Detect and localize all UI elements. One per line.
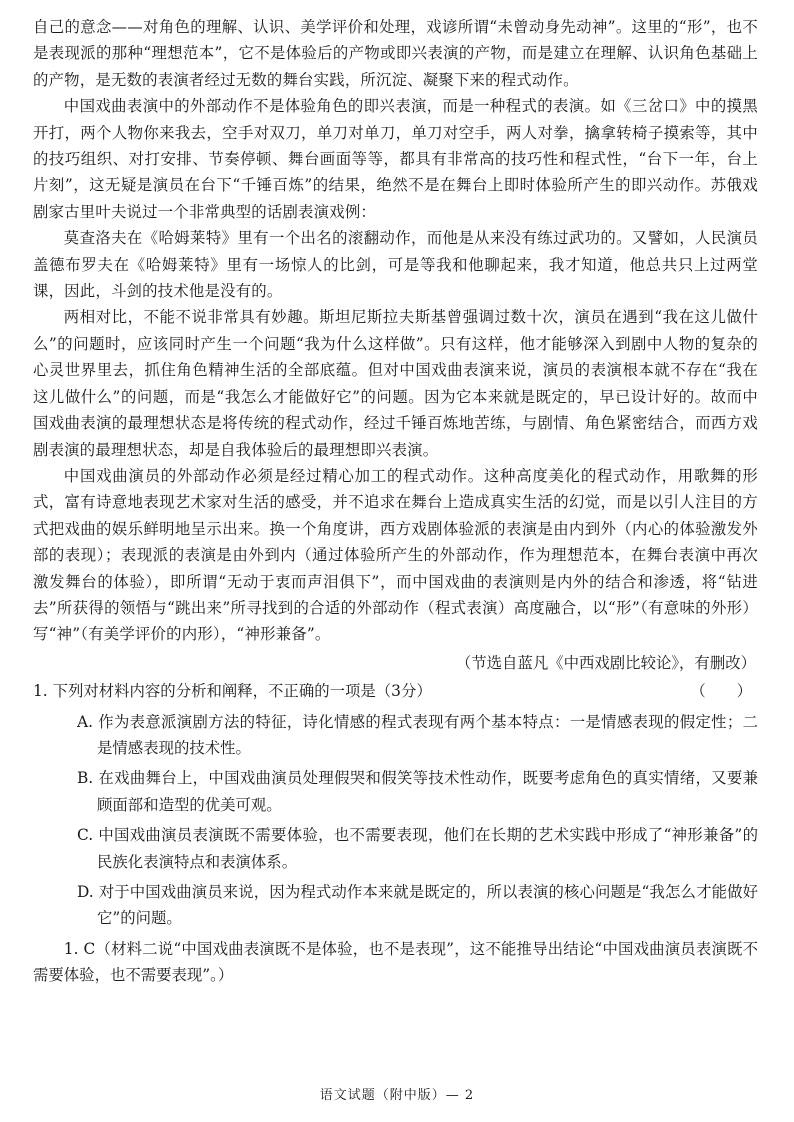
option-d: D. 对于中国戏曲演员来说，因为程式动作本来就是既定的，所以表演的核心问题是“我怎么才能做好它”的问题。 (77, 883, 758, 928)
paragraph-3: 两相对比，不能不说非常具有妙趣。斯坦尼斯拉夫斯基曾强调过数十次，演员在遇到“我在这儿做什么”的问题时，应该同时产生一个问题“我为什么这样做”。只有这样，他才能够深入到剧中人物的复杂的心灵世界里去，抓住角色精神生活的全部底蕴。但对中国戏曲表演来说，演员的表演根本就不存在“我在这儿做什么”的问题，而是“我怎么才能做好它”的问题。因为它本来就是既定的，早已设计好的。故而中国戏曲表演的最理想状态是将传统的程式动作，经过千锤百炼地苦练，与剧情、角色紧密结合，而西方戏剧表演的最理想状态，却是自我体验后的最理想即兴表演。 (33, 308, 758, 459)
paragraph-1: 自己的意念——对角色的理解、认识、美学评价和处理，戏谚所谓“未曾动身先动神”。这里的“形”，也不是表现派的那种“理想范本”，它不是体验后的产物或即兴表演的产物，而是建立在理解、认识角色基础上的产物，是无数的表演者经过无数的舞台实践，所沉淀、凝聚下来的程式动作。 (33, 18, 758, 89)
option-b: B. 在戏曲舞台上，中国戏曲演员处理假哭和假笑等技术性动作，既要考虑角色的真实情绪，又要兼顾面部和造型的优美可观。 (77, 769, 758, 814)
quote-paragraph: 莫查洛夫在《哈姆莱特》里有一个出名的滚翻动作，而他是从来没有练过武功的。又譬如，人民演员盖德布罗夫在《哈姆莱特》里有一场惊人的比剑，可是等我和他聊起来，我才知道，他总共只上过两堂课，因此，斗剑的技术他是没有的。 (33, 229, 758, 301)
question-text: 1. 下列对材料内容的分析和阐释，不正确的一项是（3分） (33, 682, 432, 701)
page-footer: 语文试题（附中版）— 2 (319, 1088, 475, 1103)
paragraph-4: 中国戏曲演员的外部动作必须是经过精心加工的程式动作。这种高度美化的程式动作，用歌舞的形式，富有诗意地表现艺术家对生活的感受，并不追求在舞台上造成真实生活的幻觉，而是以引人注目的方式把戏曲的娱乐鲜明地呈示出来。换一个角度讲，西方戏剧体验派的表演是由内到外（内心的体验激发外部的表现）；表现派的表演是由外到内（通过体验所产生的外部动作，作为理想范本，在舞台表演中再次激发舞台的体验），即所谓“无动于衷而声泪俱下”，而中国戏曲的表演则是内外的结合和渗透，将“钻进去”所获得的领悟与“跳出来”所寻找到的合适的外部动作（程式表演）高度融合，以“形”（有意味的外形）写“神”（有美学评价的内形），“神形兼备”。 (33, 466, 758, 644)
paragraph-2: 中国戏曲表演中的外部动作不是体验角色的即兴表演，而是一种程式的表演。如《三岔口》中的摸黑开打，两个人物你来我去，空手对双刀，单刀对单刀，单刀对空手，两人对拳，擒拿转椅子摸索等，其中的技巧组织、对打安排、节奏停顿、舞台画面等等，都具有非常高的技巧性和程式性，“台下一年，台上片刻”，这无疑是演员在台下“千锤百炼”的结果，绝然不是在舞台上即时体验所产生的即兴动作。苏俄戏剧家古里叶夫说过一个非常典型的话剧表演戏例： (33, 97, 758, 221)
answer-bracket: （ ） (690, 682, 752, 701)
answer-explanation: 1. C（材料二说“中国戏曲表演既不是体验，也不是表现”，这不能推导出结论“中国戏曲演员表演既不需要体验，也不需要表现”。） (33, 939, 758, 985)
option-c: C. 中国戏曲演员表演既不需要体验，也不需要表现，他们在长期的艺术实践中形成了“神形兼备”的民族化表演特点和表演体系。 (77, 826, 758, 871)
question-stem (33, 678, 758, 704)
option-a: A. 作为表意派演剧方法的特征，诗化情感的程式表现有两个基本特点：一是情感表现的假定性；二是情感表现的技术性。 (77, 712, 758, 757)
source-citation: （节选自蓝凡《中西戏剧比较论》，有删改） (455, 653, 756, 672)
